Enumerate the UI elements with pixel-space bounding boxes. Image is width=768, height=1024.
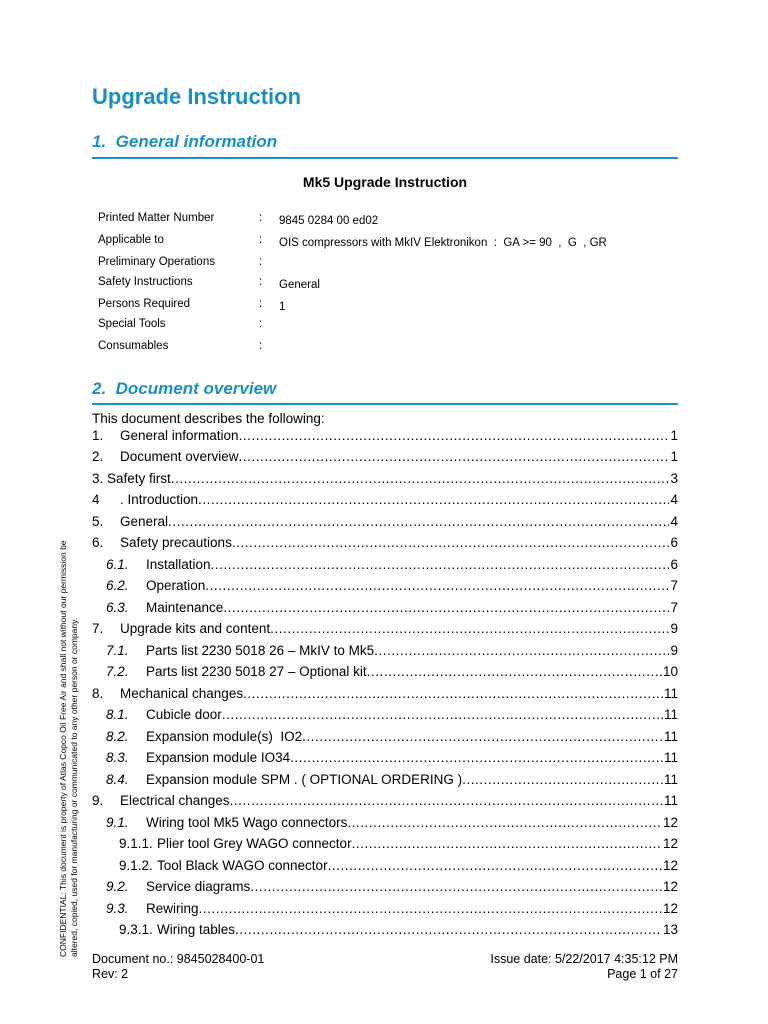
toc-entry[interactable] (92, 815, 678, 834)
toc-number: 7.2. (106, 664, 129, 679)
toc-title: Expansion module SPM . ( OPTIONAL ORDERING ) (146, 772, 463, 787)
toc-page: 12 (662, 836, 678, 851)
toc-page: 6 (670, 535, 678, 550)
toc-title: Expansion module IO34 (146, 750, 291, 765)
toc-entry[interactable] (92, 750, 678, 769)
info-label: Persons Required (98, 298, 191, 310)
toc-entry[interactable] (92, 621, 678, 640)
info-colon: : (259, 234, 263, 246)
toc-page: 1 (670, 428, 678, 443)
info-row-persons-required (98, 298, 678, 314)
section-title: Document overview (115, 379, 277, 398)
toc-leader (250, 879, 662, 894)
info-label: Special Tools (98, 318, 166, 330)
toc-title: . Introduction (120, 492, 199, 507)
toc-page: 11 (663, 707, 678, 722)
toc-page: 12 (662, 901, 678, 916)
info-value: 1 (279, 301, 286, 313)
toc-number: 6.1. (106, 557, 129, 572)
toc-page: 4 (670, 514, 678, 529)
toc-title: 3. Safety first (92, 471, 171, 486)
toc-leader (232, 535, 670, 550)
toc-title: Expansion module(s) IO2 (146, 729, 303, 744)
toc-entry[interactable] (92, 449, 678, 468)
toc-entry[interactable] (92, 707, 678, 726)
info-label: Printed Matter Number (98, 212, 215, 224)
toc-page: 6 (670, 557, 678, 572)
toc-leader (171, 471, 670, 486)
toc-page: 7 (670, 600, 678, 615)
section-heading-document-overview (92, 379, 276, 399)
toc-title: Upgrade kits and content (120, 621, 271, 636)
toc-leader (198, 492, 669, 507)
toc-title: Parts list 2230 5018 26 – MkIV to Mk5 (146, 643, 375, 658)
info-label: Preliminary Operations (98, 256, 215, 268)
info-row-safety-instructions (98, 276, 678, 292)
toc-number: 8.1. (106, 707, 129, 722)
toc-title: Parts list 2230 5018 27 – Optional kit (146, 664, 367, 679)
toc-entry[interactable] (92, 901, 678, 920)
toc-entry[interactable] (92, 514, 678, 533)
toc-page: 13 (662, 922, 678, 937)
toc-page: 4 (670, 492, 678, 507)
toc-intro: This document describes the following: (92, 411, 325, 426)
toc-entry[interactable] (92, 879, 678, 898)
toc-entry[interactable] (92, 578, 678, 597)
footer-left (92, 952, 264, 982)
toc-leader (223, 600, 669, 615)
toc-number: 9.1. (106, 815, 129, 830)
section-number: 1. (92, 132, 107, 151)
toc-leader (235, 922, 662, 937)
toc-entry[interactable] (92, 492, 678, 511)
toc-page: 3 (670, 471, 678, 486)
toc-entry[interactable] (92, 664, 678, 683)
info-label: Safety Instructions (98, 276, 193, 288)
info-row-applicable-to (98, 234, 678, 250)
toc-number: 9.3.1. (119, 922, 153, 937)
toc-title: Service diagrams (146, 879, 251, 894)
toc-entry[interactable] (92, 858, 678, 877)
toc-page: 11 (663, 772, 678, 787)
toc-title: Operation (146, 578, 206, 593)
toc-leader (352, 836, 662, 851)
toc-leader (230, 793, 663, 808)
toc-page: 11 (663, 793, 678, 808)
toc-entry[interactable] (92, 836, 678, 855)
toc-leader (239, 428, 670, 443)
toc-number: 5. (92, 514, 104, 529)
toc-title: Wiring tool Mk5 Wago connectors (146, 815, 348, 830)
toc-entry[interactable] (92, 643, 678, 662)
toc-page: 11 (663, 729, 678, 744)
toc-page: 11 (663, 686, 678, 701)
toc-title: General information (120, 428, 239, 443)
toc-entry[interactable] (92, 729, 678, 748)
toc-number: 2. (92, 449, 104, 464)
info-colon: : (259, 298, 263, 310)
info-colon: : (259, 212, 263, 224)
toc-leader (211, 557, 670, 572)
toc-leader (270, 621, 669, 636)
toc-title: Electrical changes (120, 793, 230, 808)
toc-entry[interactable] (92, 535, 678, 554)
revision: Rev: 2 (92, 967, 129, 981)
toc-leader (367, 664, 662, 679)
toc-number: 8. (92, 686, 104, 701)
toc-title: Maintenance (146, 600, 224, 615)
toc-entry[interactable] (92, 686, 678, 705)
toc-number: 9.1.1. (119, 836, 153, 851)
toc-leader (243, 686, 663, 701)
toc-title: Plier tool Grey WAGO connector (157, 836, 352, 851)
section-number: 2. (92, 379, 107, 398)
toc-title: Cubicle door (146, 707, 222, 722)
toc-page: 12 (662, 858, 678, 873)
toc-title: General (120, 514, 169, 529)
info-colon: : (259, 340, 263, 352)
document-number: Document no.: 9845028400-01 (92, 952, 265, 966)
toc-title: Document overview (120, 449, 239, 464)
page-number: Page 1 of 27 (607, 967, 678, 981)
toc-number: 8.4. (106, 772, 129, 787)
toc-title: Rewiring (146, 901, 199, 916)
toc-page: 9 (670, 643, 678, 658)
toc-entry[interactable] (92, 600, 678, 619)
info-colon: : (259, 318, 263, 330)
toc-number: 8.3. (106, 750, 129, 765)
info-row-preliminary-operations (98, 256, 678, 272)
toc-leader (290, 750, 663, 765)
issue-date: Issue date: 5/22/2017 4:35:12 PM (490, 952, 678, 966)
toc-number: 9.3. (106, 901, 129, 916)
info-label: Consumables (98, 340, 169, 352)
toc-leader (374, 643, 669, 658)
toc-number: 6.3. (106, 600, 129, 615)
toc-entry[interactable] (92, 922, 678, 941)
toc-number: 8.2. (106, 729, 129, 744)
toc-number: 6.2. (106, 578, 129, 593)
info-table-title: Mk5 Upgrade Instruction (302, 174, 468, 190)
toc-leader (302, 729, 663, 744)
toc-leader (199, 901, 662, 916)
toc-leader (205, 578, 669, 593)
info-label: Applicable to (98, 234, 164, 246)
toc-title: Installation (146, 557, 211, 572)
toc-entry[interactable] (92, 428, 678, 447)
toc-number: 7.1. (106, 643, 129, 658)
section-title: General information (115, 132, 278, 151)
toc-leader (222, 707, 663, 722)
info-colon: : (259, 276, 263, 288)
toc-number: 6. (92, 535, 104, 550)
toc-page: 9 (670, 621, 678, 636)
info-row-consumables (98, 340, 678, 356)
toc-leader (347, 815, 662, 830)
toc-leader (239, 449, 670, 464)
toc-title: Safety precautions (120, 535, 232, 550)
toc-page: 1 (670, 449, 678, 464)
toc-title: Mechanical changes (120, 686, 244, 701)
info-value: General (279, 279, 320, 291)
toc-number: 1. (92, 428, 104, 443)
page-title: Upgrade Instruction (92, 84, 302, 109)
toc-leader (328, 858, 662, 873)
toc-page: 12 (662, 879, 678, 894)
toc-page: 10 (662, 664, 678, 679)
toc-page: 11 (663, 750, 678, 765)
info-value: 9845 0284 00 ed02 (279, 215, 379, 227)
info-value: OIS compressors with MkIV Elektronikon : GA >= 90 , G , GR (279, 237, 607, 249)
toc-entry[interactable] (92, 793, 678, 812)
toc-page: 12 (662, 815, 678, 830)
footer-right (490, 952, 678, 982)
toc-entry[interactable] (92, 557, 678, 576)
section-divider (92, 157, 678, 159)
info-colon: : (259, 256, 263, 268)
info-row-printed-matter-number (98, 212, 678, 228)
info-row-special-tools (98, 318, 678, 334)
toc-page: 7 (670, 578, 678, 593)
toc-number: 9. (92, 793, 104, 808)
toc-number: 7. (92, 621, 104, 636)
confidential-notice: CONFIDENTIAL: This document is property of Atlas Copco Oil Free Air and shall not without our permission be altered, copied, used for manufacturing or communicated to any other person or company. (58, 540, 79, 957)
section-divider (92, 403, 678, 405)
toc-entry[interactable] (92, 471, 678, 490)
toc-number: 4 (92, 492, 100, 507)
toc-title: Wiring tables (157, 922, 236, 937)
toc-leader (168, 514, 669, 529)
toc-title: Tool Black WAGO connector (157, 858, 328, 873)
toc-number: 9.1.2. (119, 858, 153, 873)
toc-entry[interactable] (92, 772, 678, 791)
toc-number: 9.2. (106, 879, 129, 894)
section-heading-general-information (92, 132, 277, 152)
toc-leader (462, 772, 663, 787)
